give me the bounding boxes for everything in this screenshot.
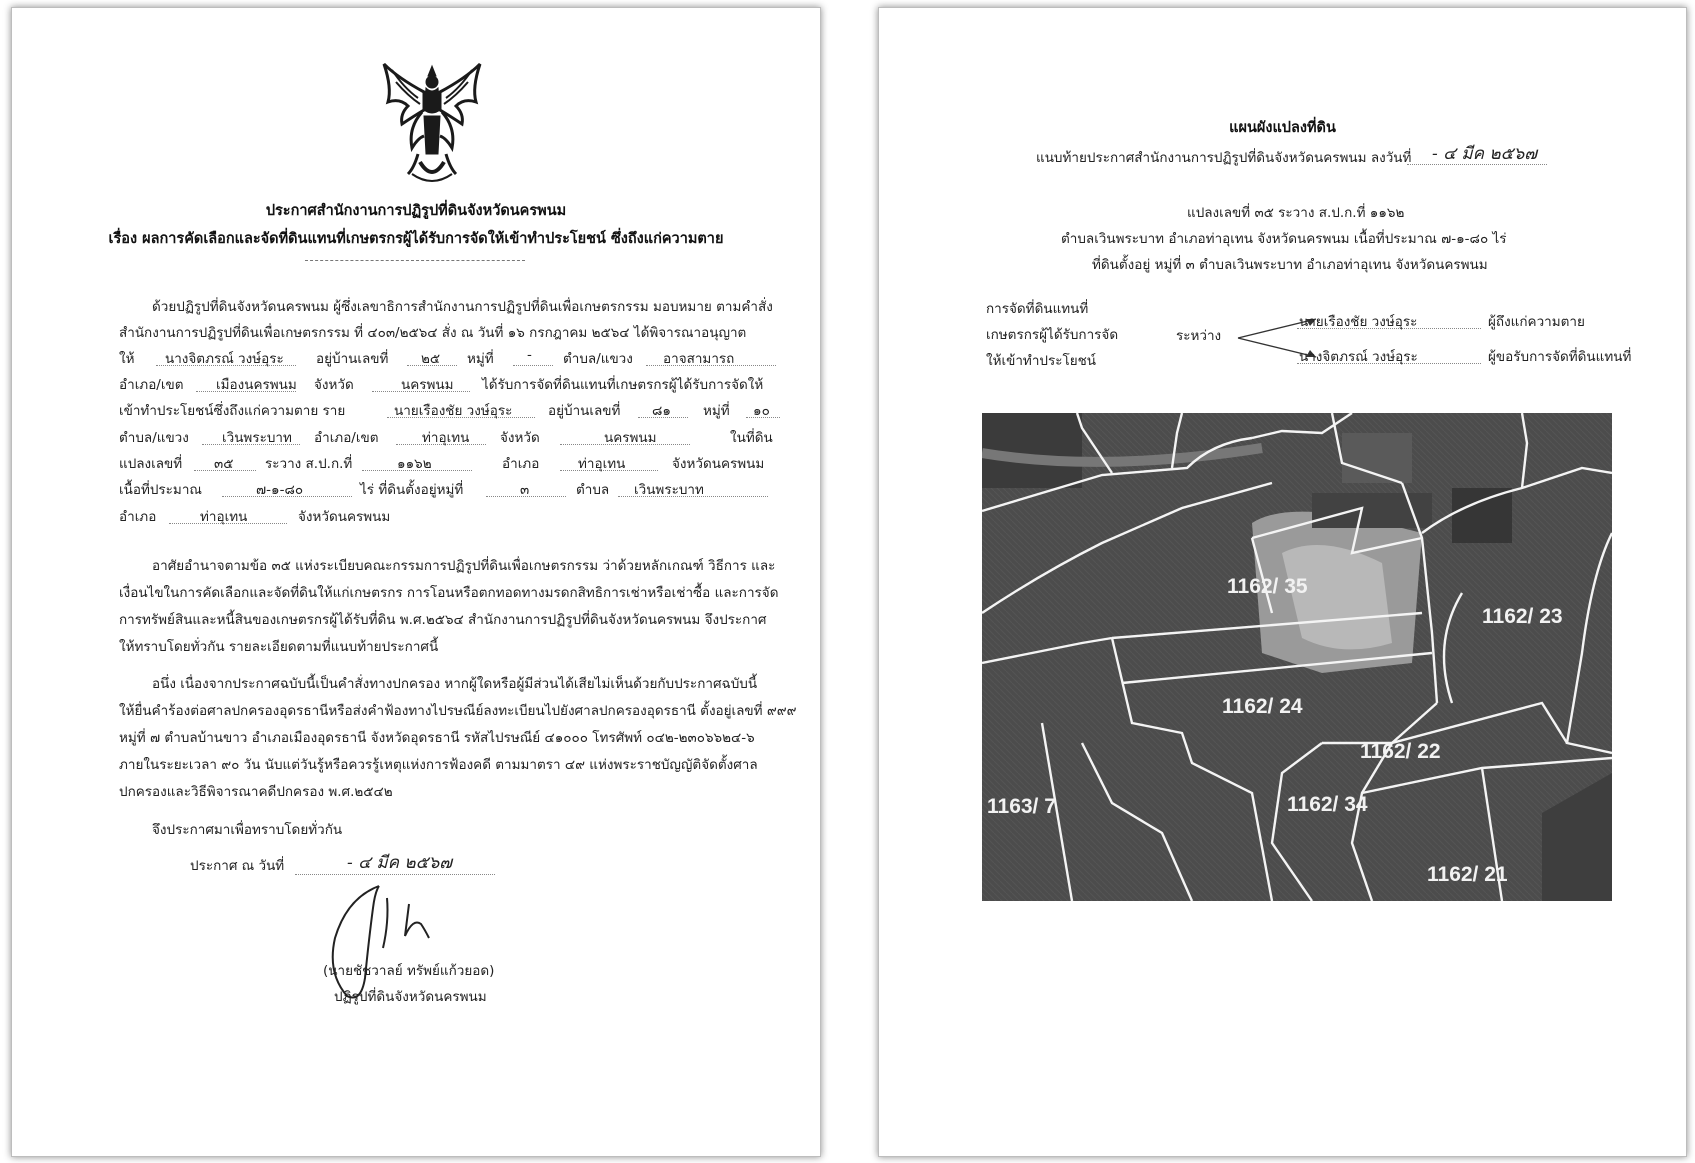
plot-label-1163-7: 1163/ 7 bbox=[987, 795, 1056, 818]
aerial-plot-map bbox=[982, 413, 1612, 901]
plot-amphoe: ท่าอุเทน bbox=[578, 456, 626, 472]
tree-patch bbox=[1452, 488, 1512, 543]
date-label: ประกาศ ณ วันที่ bbox=[190, 858, 285, 874]
form-label: เนื้อที่ประมาณ bbox=[119, 482, 202, 498]
form-label: อยู่บ้านเลขที่ bbox=[316, 351, 389, 367]
alloc-label: การจัดที่ดินแทนที่ bbox=[986, 301, 1089, 317]
p3-line: ปกครองและวิธีพิจารณาคดีปกครอง พ.ศ.๒๕๔๒ bbox=[119, 784, 393, 800]
plan-line2: ตำบลเวินพระบาท อำเภอท่าอุเทน จังหวัดนครพนม เนื้อที่ประมาณ ๗-๑-๘๐ ไร่ bbox=[1061, 231, 1507, 247]
fill-line bbox=[513, 365, 553, 366]
form-label: ระวาง ส.ป.ก.ที่ bbox=[265, 456, 353, 472]
grantee-tambon: อาจสามารถ bbox=[663, 351, 735, 367]
plot-boundary-map bbox=[982, 413, 1612, 901]
plan-page bbox=[878, 7, 1687, 1157]
tree-patch bbox=[1312, 493, 1432, 528]
party2-role: ผู้ขอรับการจัดที่ดินแทนที่ bbox=[1488, 349, 1632, 365]
plot-area: ๗-๑-๘๐ bbox=[256, 482, 304, 498]
alloc-label: เกษตรกรผู้ได้รับการจัด bbox=[986, 327, 1119, 343]
signer-name: (นายชัชวาลย์ ทรัพย์แก้วยอด) bbox=[323, 963, 495, 979]
plot-moo: ๓ bbox=[520, 482, 530, 498]
date-handwritten: - ๔ มีค ๒๕๖๗ bbox=[347, 853, 453, 873]
form-label: ในที่ดิน bbox=[730, 430, 773, 446]
form-label: อำเภอ bbox=[502, 456, 540, 472]
form-label: อำเภอ bbox=[119, 509, 157, 525]
plot-label-1162-23: 1162/ 23 bbox=[1482, 605, 1563, 628]
attach-label: แนบท้ายประกาศสำนักงานการปฏิรูปที่ดินจังหวัดนครพนม ลงวันที่ bbox=[1036, 150, 1412, 166]
plot-label-1162-35: 1162/ 35 bbox=[1227, 575, 1308, 598]
plot-label-1162-22: 1162/ 22 bbox=[1360, 740, 1441, 763]
plot-label-1162-24: 1162/ 24 bbox=[1222, 695, 1303, 718]
attach-date-handwritten: - ๔ มีค ๒๕๖๗ bbox=[1432, 144, 1538, 164]
notice-heading: ประกาศสำนักงานการปฏิรูปที่ดินจังหวัดนครพนม bbox=[265, 203, 567, 219]
grantee-house-no: ๒๕ bbox=[421, 351, 441, 367]
form-label: อยู่บ้านเลขที่ bbox=[548, 403, 621, 419]
notice-subject: เรื่อง ผลการคัดเลือกและจัดที่ดินแทนที่เกษตรกรผู้ได้รับการจัดให้เข้าทำประโยชน์ ซึ่งถึงแก่ความตาย bbox=[108, 231, 724, 247]
form-label: จังหวัด bbox=[314, 377, 354, 393]
sheet-number: ๑๑๖๒ bbox=[397, 456, 432, 472]
form-label: หมู่ที่ bbox=[467, 351, 494, 367]
form-label: ตำบล/แขวง bbox=[119, 430, 189, 446]
plot-label-1162-34: 1162/ 34 bbox=[1287, 793, 1368, 816]
plot-amphoe-2: ท่าอุเทน bbox=[200, 509, 248, 525]
announcement-page bbox=[11, 7, 821, 1157]
deceased-house-no: ๘๑ bbox=[652, 403, 671, 419]
plot-label-1162-21: 1162/ 21 bbox=[1427, 863, 1508, 886]
grantee-moo: - bbox=[527, 347, 532, 363]
p3-line: ภายในระยะเวลา ๙๐ วัน นับแต่วันรู้หรือควรรู้เหตุแห่งการฟ้องคดี ตามมาตรา ๔๙ แห่งพระราชบัญญัติจัดตั้งศาล bbox=[119, 757, 758, 773]
plan-line1: แปลงเลขที่ ๓๕ ระวาง ส.ป.ก.ที่ ๑๑๖๒ bbox=[1187, 205, 1405, 221]
form-label: ให้ bbox=[119, 351, 135, 367]
garuda-emblem-icon bbox=[378, 58, 486, 188]
form-text: ได้รับการจัดที่ดินแทนที่เกษตรกรผู้ได้รับการจัดให้ bbox=[482, 377, 764, 393]
plot-province-2: จังหวัดนครพนม bbox=[298, 509, 391, 525]
party1-name: นายเรืองชัย วงษ์อุระ bbox=[1299, 314, 1418, 330]
form-label: ตำบล/แขวง bbox=[563, 351, 633, 367]
p1-line1: ด้วยปฏิรูปที่ดินจังหวัดนครพนม ผู้ซึ่งเลขาธิการสำนักงานการปฏิรูปที่ดินเพื่อเกษตรกรรม มอบหมาย ตามคำสั่ง bbox=[152, 299, 773, 315]
p2-line: เงื่อนไขในการคัดเลือกและจัดที่ดินให้แก่เกษตรกร การโอนหรือตกทอดทางมรดกสิทธิการเช่าหรือเช่าซื้อ และการจัด bbox=[119, 585, 779, 601]
form-label: เข้าทำประโยชน์ซึ่งถึงแก่ความตาย ราย bbox=[119, 403, 346, 419]
p3-line: หมู่ที่ ๗ ตำบลบ้านขาว อำเภอเมืองอุดรธานี จังหวัดอุดรธานี รหัสไปรษณีย์ ๔๑๐๐๐ โทรศัพท์ ๐๔๒-๒๓๐๖๖๒๔-๖ bbox=[119, 730, 755, 746]
form-label: แปลงเลขที่ bbox=[119, 456, 183, 472]
plot-tambon: เวินพระบาท bbox=[634, 482, 704, 498]
form-label: หมู่ที่ bbox=[703, 403, 730, 419]
deceased-name: นายเรืองชัย วงษ์อุระ bbox=[394, 403, 513, 419]
form-label: ตำบล bbox=[576, 482, 610, 498]
p2-line: ให้ทราบโดยทั่วกัน รายละเอียดตามที่แนบท้ายประกาศนี้ bbox=[119, 639, 439, 655]
deceased-amphoe: ท่าอุเทน bbox=[422, 430, 470, 446]
between-label: ระหว่าง bbox=[1176, 328, 1222, 344]
p1-line2: สำนักงานการปฏิรูปที่ดินเพื่อเกษตรกรรม ที่ ๔๐๓/๒๕๖๔ สั่ง ณ วันที่ ๑๖ กรกฎาคม ๒๕๖๔ ได้พิจารณาอนุญาต bbox=[119, 325, 747, 341]
alloc-label: ให้เข้าทำประโยชน์ bbox=[986, 353, 1097, 369]
plot-province: จังหวัดนครพนม bbox=[672, 456, 765, 472]
form-label: ไร่ ที่ดินตั้งอยู่หมู่ที่ bbox=[360, 482, 464, 498]
grantee-amphoe: เมืองนครพนม bbox=[216, 377, 297, 393]
grantee-province: นครพนม bbox=[401, 377, 454, 393]
form-label: อำเภอ/เขต bbox=[119, 377, 184, 393]
plan-line3: ที่ดินตั้งอยู่ หมู่ที่ ๓ ตำบลเวินพระบาท อำเภอท่าอุเทน จังหวัดนครพนม bbox=[1092, 257, 1488, 273]
p3-line: อนึ่ง เนื่องจากประกาศฉบับนี้เป็นคำสั่งทางปกครอง หากผู้ใดหรือผู้มีส่วนได้เสียไม่เห็นด้วยกับประกาศฉบับนี้ bbox=[152, 676, 758, 692]
deceased-tambon: เวินพระบาท bbox=[222, 430, 292, 446]
signer-title: ปฏิรูปที่ดินจังหวัดนครพนม bbox=[334, 989, 487, 1005]
deceased-province: นครพนม bbox=[604, 430, 657, 446]
closing-text: จึงประกาศมาเพื่อทราบโดยทั่วกัน bbox=[152, 822, 343, 838]
party2-name: นางจิตภรณ์ วงษ์อุระ bbox=[1299, 349, 1418, 365]
form-label: จังหวัด bbox=[500, 430, 540, 446]
plot-number: ๓๕ bbox=[214, 456, 234, 472]
plan-title: แผนผังแปลงที่ดิน bbox=[1229, 120, 1336, 136]
p3-line: ให้ยื่นคำร้องต่อศาลปกครองอุดรธานีหรือส่งคำฟ้องทางไปรษณีย์ลงทะเบียนไปยังศาลปกครองอุดรธานี ตั้งอยู่เลขที่ ๙๙๙ bbox=[119, 703, 797, 719]
form-label: อำเภอ/เขต bbox=[314, 430, 379, 446]
heading-divider bbox=[305, 260, 525, 261]
p2-line: การทรัพย์สินและหนี้สินของเกษตรกรผู้ได้รับที่ดิน พ.ศ.๒๕๖๔ สำนักงานการปฏิรูปที่ดินจังหวัดนครพนม จึงประกาศ bbox=[119, 612, 767, 628]
p2-line: อาศัยอำนาจตามข้อ ๓๕ แห่งระเบียบคณะกรรมการปฏิรูปที่ดินเพื่อเกษตรกรรม ว่าด้วยหลักเกณฑ์ วิธีการ และ bbox=[152, 558, 776, 574]
party1-role: ผู้ถึงแก่ความตาย bbox=[1488, 314, 1585, 330]
grantee-name: นางจิตภรณ์ วงษ์อุระ bbox=[165, 351, 284, 367]
deceased-moo: ๑๐ bbox=[753, 403, 770, 419]
